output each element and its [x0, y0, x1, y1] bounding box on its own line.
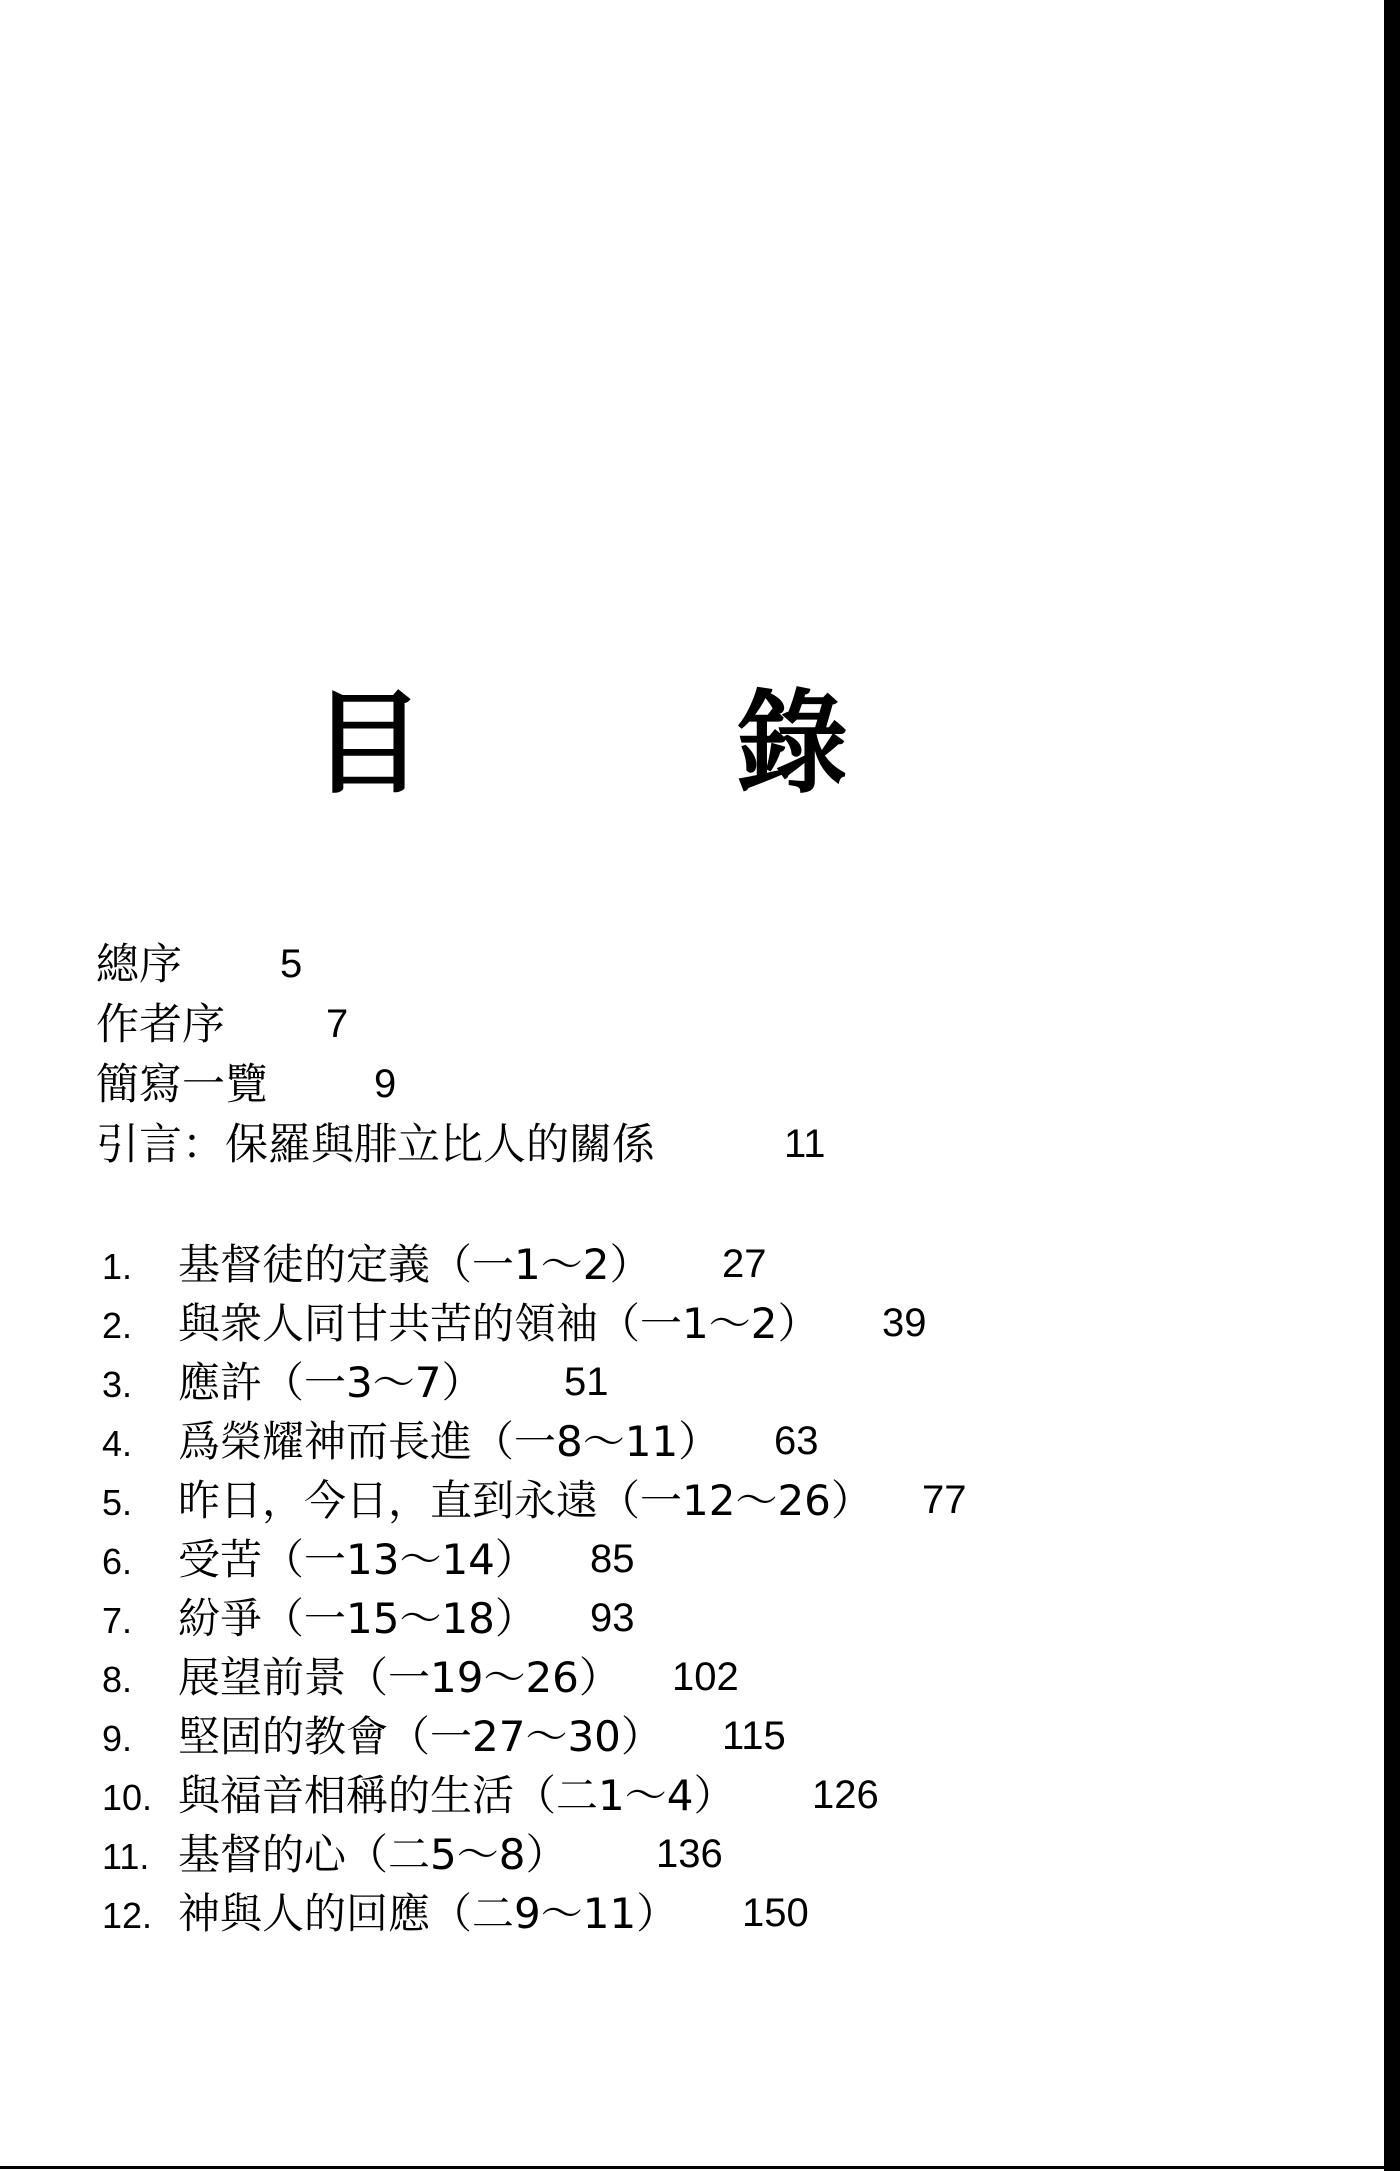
chapter-title: 受苦（一13～14） — [178, 1535, 537, 1584]
chapter-title: 與衆人同甘共苦的領袖（一1～2） — [178, 1299, 820, 1348]
chapter-title: 應許（一3～7） — [178, 1358, 484, 1407]
toc-page-number: 7 — [326, 1002, 349, 1046]
chapter-number: 8. — [102, 1659, 133, 1700]
chapter-title: 紛爭（一15～18） — [178, 1594, 537, 1643]
toc-chapter-item[interactable] — [102, 1358, 609, 1407]
chapter-number: 3. — [102, 1364, 133, 1405]
chapter-number: 10. — [102, 1777, 153, 1818]
toc-chapter-item[interactable] — [102, 1594, 635, 1643]
toc-front-label: 總序 — [96, 940, 182, 990]
toc-front-label: 引言：保羅與腓立比人的關係 — [96, 1120, 655, 1170]
toc-chapter-item[interactable] — [102, 1299, 927, 1348]
chapter-title: 與福音相稱的生活（二1～4） — [178, 1771, 736, 1820]
toc-page-number: 77 — [922, 1478, 967, 1522]
chapter-number: 6. — [102, 1541, 133, 1582]
toc-front-item[interactable] — [96, 940, 303, 990]
toc-chapter-item[interactable] — [102, 1653, 739, 1702]
toc-page-number: 150 — [742, 1891, 809, 1935]
toc-page-number: 93 — [590, 1596, 635, 1640]
chapter-title: 展望前景（一19～26） — [178, 1653, 621, 1702]
toc-page-number: 63 — [774, 1419, 819, 1463]
toc-page-number: 27 — [722, 1242, 767, 1286]
chapter-title: 神與人的回應（二9～11） — [178, 1889, 679, 1938]
chapter-title: 昨日，今日，直到永遠（一12～26） — [178, 1476, 873, 1525]
toc-chapter-item[interactable] — [102, 1417, 819, 1466]
toc-page-number: 9 — [374, 1062, 397, 1106]
toc-chapter-item[interactable] — [102, 1712, 786, 1761]
chapter-title: 堅固的教會（一27～30） — [178, 1712, 663, 1761]
chapter-number: 9. — [102, 1718, 133, 1759]
toc-chapter-item[interactable] — [102, 1476, 967, 1525]
chapter-title: 基督的心（二5～8） — [178, 1830, 568, 1879]
toc-page-number: 11 — [784, 1122, 826, 1166]
toc-page-number: 51 — [564, 1360, 609, 1404]
toc-page-number: 102 — [672, 1655, 739, 1699]
chapter-title: 爲榮耀神而長進（一8～11） — [178, 1417, 721, 1466]
chapter-number: 5. — [102, 1482, 133, 1523]
toc-chapter-item[interactable] — [102, 1771, 879, 1820]
chapter-number: 2. — [102, 1305, 133, 1346]
toc-page-number: 126 — [812, 1773, 879, 1817]
page-bottom-edge — [0, 2166, 1400, 2169]
toc-chapter-item[interactable] — [102, 1535, 635, 1584]
toc-page-number: 5 — [280, 942, 303, 986]
page-edge-shadow — [1384, 0, 1400, 2171]
chapter-number: 12. — [102, 1895, 153, 1936]
chapter-number: 11. — [102, 1836, 150, 1877]
chapter-number: 7. — [102, 1600, 133, 1641]
chapter-number: 4. — [102, 1423, 133, 1464]
chapter-number: 1. — [102, 1246, 133, 1287]
toc-front-item[interactable] — [96, 1120, 826, 1170]
toc-page-number: 115 — [722, 1714, 786, 1758]
toc-chapter-item[interactable] — [102, 1889, 809, 1938]
toc-front-item[interactable] — [96, 1060, 397, 1110]
toc-page-number: 136 — [656, 1832, 723, 1876]
page-title: 目 錄 — [312, 679, 948, 809]
chapter-title: 基督徒的定義（一1～2） — [178, 1240, 652, 1289]
toc-chapter-item[interactable] — [102, 1240, 767, 1289]
toc-front-item[interactable] — [96, 1000, 349, 1050]
toc-page-number: 39 — [882, 1301, 927, 1345]
toc-chapter-item[interactable] — [102, 1830, 723, 1879]
toc-front-label: 作者序 — [96, 1000, 225, 1050]
toc-front-label: 簡寫一覽 — [96, 1060, 268, 1110]
toc-page-number: 85 — [590, 1537, 635, 1581]
